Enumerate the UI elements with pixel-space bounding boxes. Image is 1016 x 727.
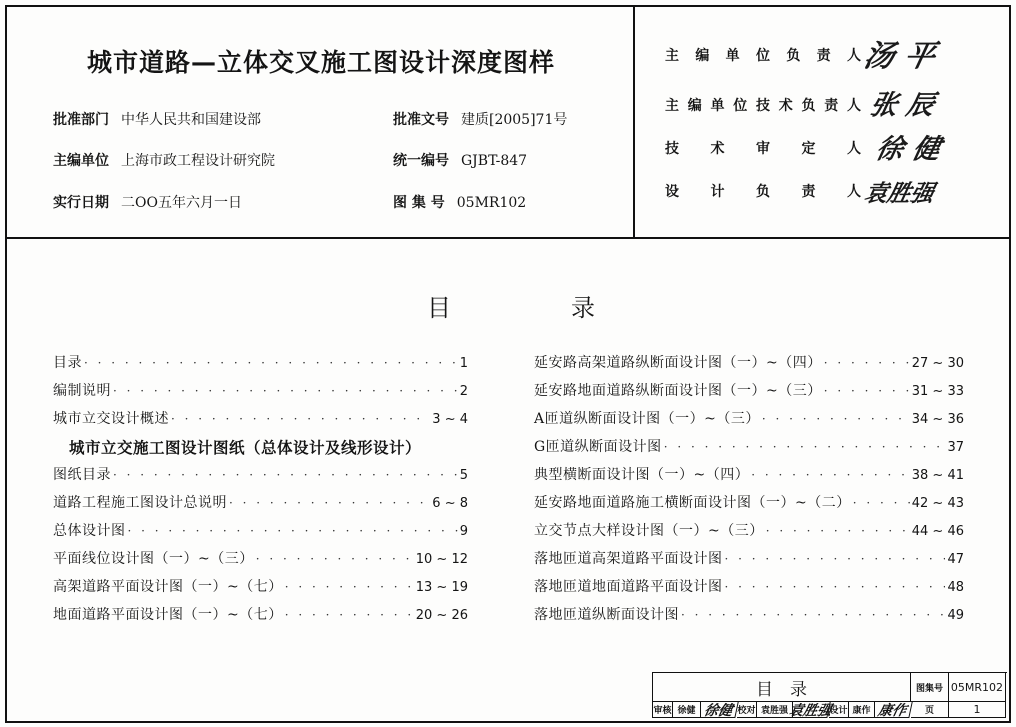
- toc-entry-page: 49: [947, 608, 964, 623]
- toc-right-column: [534, 352, 964, 632]
- review-label: 审核: [653, 702, 673, 718]
- toc-entry-title: 高架道路平面设计图（一）~（七）: [53, 579, 283, 595]
- unified-number-value: GJBT-847: [461, 153, 528, 169]
- toc-entry[interactable]: [534, 548, 964, 576]
- approval-dept: [53, 109, 261, 129]
- design-label: 设计: [829, 702, 849, 718]
- check-label: 校对: [737, 702, 757, 718]
- toc-entry[interactable]: [534, 436, 964, 464]
- leader-dots: [725, 552, 946, 566]
- toc-entry-page: 47: [947, 552, 964, 567]
- toc-entry-title: 平面线位设计图（一）~（三）: [53, 551, 254, 567]
- toc-entry-title: G匝道纵断面设计图: [534, 439, 662, 455]
- toc-entry-page: 1: [459, 356, 468, 371]
- toc-entry-page: 2: [459, 384, 468, 399]
- leader-dots: [256, 552, 414, 566]
- toc-entry-title: 落地匝道地面道路平面设计图: [534, 579, 723, 595]
- toc-entry-title: 城市立交设计概述: [53, 411, 169, 427]
- leader-dots: [285, 580, 414, 594]
- toc-section-heading: [53, 436, 468, 464]
- toc-section-title: 城市立交施工图设计图纸（总体设计及线形设计）: [69, 439, 422, 457]
- leader-dots: [762, 412, 910, 426]
- responsible-row: [665, 138, 861, 158]
- header-divider: [7, 237, 1009, 239]
- responsible-label: 技术审定人: [665, 141, 861, 157]
- toc-entry-title: 落地匝道高架道路平面设计图: [534, 551, 723, 567]
- unified-number: [393, 150, 527, 170]
- leader-dots: [285, 608, 414, 622]
- responsible-row: [665, 181, 861, 201]
- responsible-label: 设计负责人: [665, 184, 861, 200]
- toc-left-column: [53, 352, 468, 632]
- title-block-title: 目 录: [653, 673, 911, 702]
- toc-entry-title: 编制说明: [53, 383, 111, 399]
- toc-entry-title: 立交节点大样设计图（一）~（三）: [534, 523, 764, 539]
- toc-entry[interactable]: [53, 548, 468, 576]
- leader-dots: [229, 496, 430, 510]
- toc-entry-page: 13 ~ 19: [415, 580, 468, 595]
- check-signature: 袁胜强: [787, 702, 834, 719]
- check-name: 袁胜强: [757, 702, 793, 718]
- toc-entry-title: 延安路高架道路纵断面设计图（一）~（四）: [534, 355, 822, 371]
- toc-entry-page: 31 ~ 33: [911, 384, 964, 399]
- approval-dept-label: 批准部门: [53, 112, 109, 128]
- toc-entry[interactable]: [534, 464, 964, 492]
- toc-entry[interactable]: [534, 380, 964, 408]
- editor-unit: [53, 150, 275, 170]
- editor-unit-label: 主编单位: [53, 153, 109, 169]
- toc-entry-page: 5: [459, 468, 468, 483]
- toc-entry[interactable]: [53, 492, 468, 520]
- leader-dots: [681, 608, 945, 622]
- toc-entry[interactable]: [534, 520, 964, 548]
- toc-entry-page: 3 ~ 4: [432, 412, 468, 427]
- toc-entry[interactable]: [53, 576, 468, 604]
- toc-title-left: 目: [427, 294, 451, 322]
- review-name: 徐健: [673, 702, 701, 718]
- leader-dots: [664, 440, 946, 454]
- toc-entry-page: 10 ~ 12: [415, 552, 468, 567]
- responsible-row: [665, 45, 861, 65]
- atlas-number-value: 05MR102: [456, 195, 527, 211]
- toc-entry[interactable]: [534, 352, 964, 380]
- approval-dept-value: 中华人民共和国建设部: [121, 112, 261, 128]
- toc-entry-title: 延安路地面道路纵断面设计图（一）~（三）: [534, 383, 822, 399]
- leader-dots: [853, 496, 910, 510]
- toc-entry[interactable]: [53, 464, 468, 492]
- leader-dots: [171, 412, 430, 426]
- responsible-label: 主编单位技术负责人: [665, 98, 861, 114]
- unified-number-label: 统一编号: [393, 153, 449, 169]
- responsible-label: 主编单位负责人: [665, 48, 861, 64]
- toc-entry[interactable]: [53, 408, 468, 436]
- toc-entry-title: 延安路地面道路施工横断面设计图（一）~（二）: [534, 495, 851, 511]
- page-label: 页: [911, 702, 949, 718]
- toc-entry[interactable]: [53, 520, 468, 548]
- leader-dots: [725, 580, 946, 594]
- leader-dots: [128, 524, 458, 538]
- leader-dots: [113, 468, 458, 482]
- atlas-number: [393, 192, 526, 212]
- toc-entry[interactable]: [534, 604, 964, 632]
- effective-date: [53, 192, 242, 212]
- toc-entry-page: 20 ~ 26: [415, 608, 468, 623]
- signature: 袁胜强: [861, 180, 937, 207]
- atlas-no-label: 图集号: [911, 673, 949, 702]
- toc-entry[interactable]: [53, 352, 468, 380]
- leader-dots: [766, 524, 910, 538]
- toc-entry-page: 6 ~ 8: [432, 496, 468, 511]
- review-signature: 徐健: [699, 702, 738, 718]
- atlas-title: 城市道路—立体交叉施工图设计深度图样: [86, 48, 555, 77]
- header-vertical-divider: [633, 7, 635, 237]
- effective-date-value: 二OO五年六月一日: [121, 195, 242, 211]
- atlas-number-label: 图 集 号: [393, 195, 445, 211]
- toc-entry-title: 目录: [53, 355, 82, 371]
- toc-entry[interactable]: [53, 380, 468, 408]
- toc-entry[interactable]: [534, 576, 964, 604]
- toc-entry-page: 34 ~ 36: [911, 412, 964, 427]
- approval-doc-value: 建质[2005]71号: [461, 112, 568, 128]
- toc-entry[interactable]: [53, 604, 468, 632]
- approval-doc-label: 批准文号: [393, 112, 449, 128]
- design-name: 康作: [849, 702, 875, 718]
- toc-entry-page: 37: [947, 440, 964, 455]
- design-signature: 康作: [873, 702, 912, 718]
- toc-entry-title: 图纸目录: [53, 467, 111, 483]
- effective-date-label: 实行日期: [53, 195, 109, 211]
- toc-entry-page: 27 ~ 30: [911, 356, 964, 371]
- toc-entry-title: 典型横断面设计图（一）~（四）: [534, 467, 750, 483]
- toc-entry-title: 道路工程施工图设计总说明: [53, 495, 227, 511]
- toc-entry-page: 44 ~ 46: [911, 524, 964, 539]
- atlas-no-value: 05MR102: [949, 673, 1006, 702]
- toc-entry-page: 38 ~ 41: [911, 468, 964, 483]
- leader-dots: [824, 356, 910, 370]
- toc-entry-page: 48: [947, 580, 964, 595]
- leader-dots: [751, 468, 910, 482]
- approval-doc: [393, 109, 567, 129]
- title-block: [652, 672, 1007, 718]
- responsible-row: [665, 95, 861, 115]
- toc-entry-title: 总体设计图: [53, 523, 126, 539]
- toc-entry[interactable]: [534, 408, 964, 436]
- leader-dots: [113, 384, 458, 398]
- toc-entry-title: A匝道纵断面设计图（一）~（三）: [534, 411, 760, 427]
- toc-entry-page: 42 ~ 43: [911, 496, 964, 511]
- leader-dots: [824, 384, 910, 398]
- toc-entry-title: 地面道路平面设计图（一）~（七）: [53, 607, 283, 623]
- signature: 汤 平: [860, 39, 939, 74]
- toc-title-right: 录: [571, 294, 595, 322]
- leader-dots: [84, 356, 458, 370]
- toc-entry-title: 落地匝道纵断面设计图: [534, 607, 679, 623]
- toc-entry-page: 9: [459, 524, 468, 539]
- editor-unit-value: 上海市政工程设计研究院: [121, 153, 275, 169]
- signature: 徐 健: [873, 134, 944, 165]
- toc-entry[interactable]: [534, 492, 964, 520]
- signature: 张 辰: [867, 90, 938, 121]
- page-value: 1: [949, 702, 1006, 718]
